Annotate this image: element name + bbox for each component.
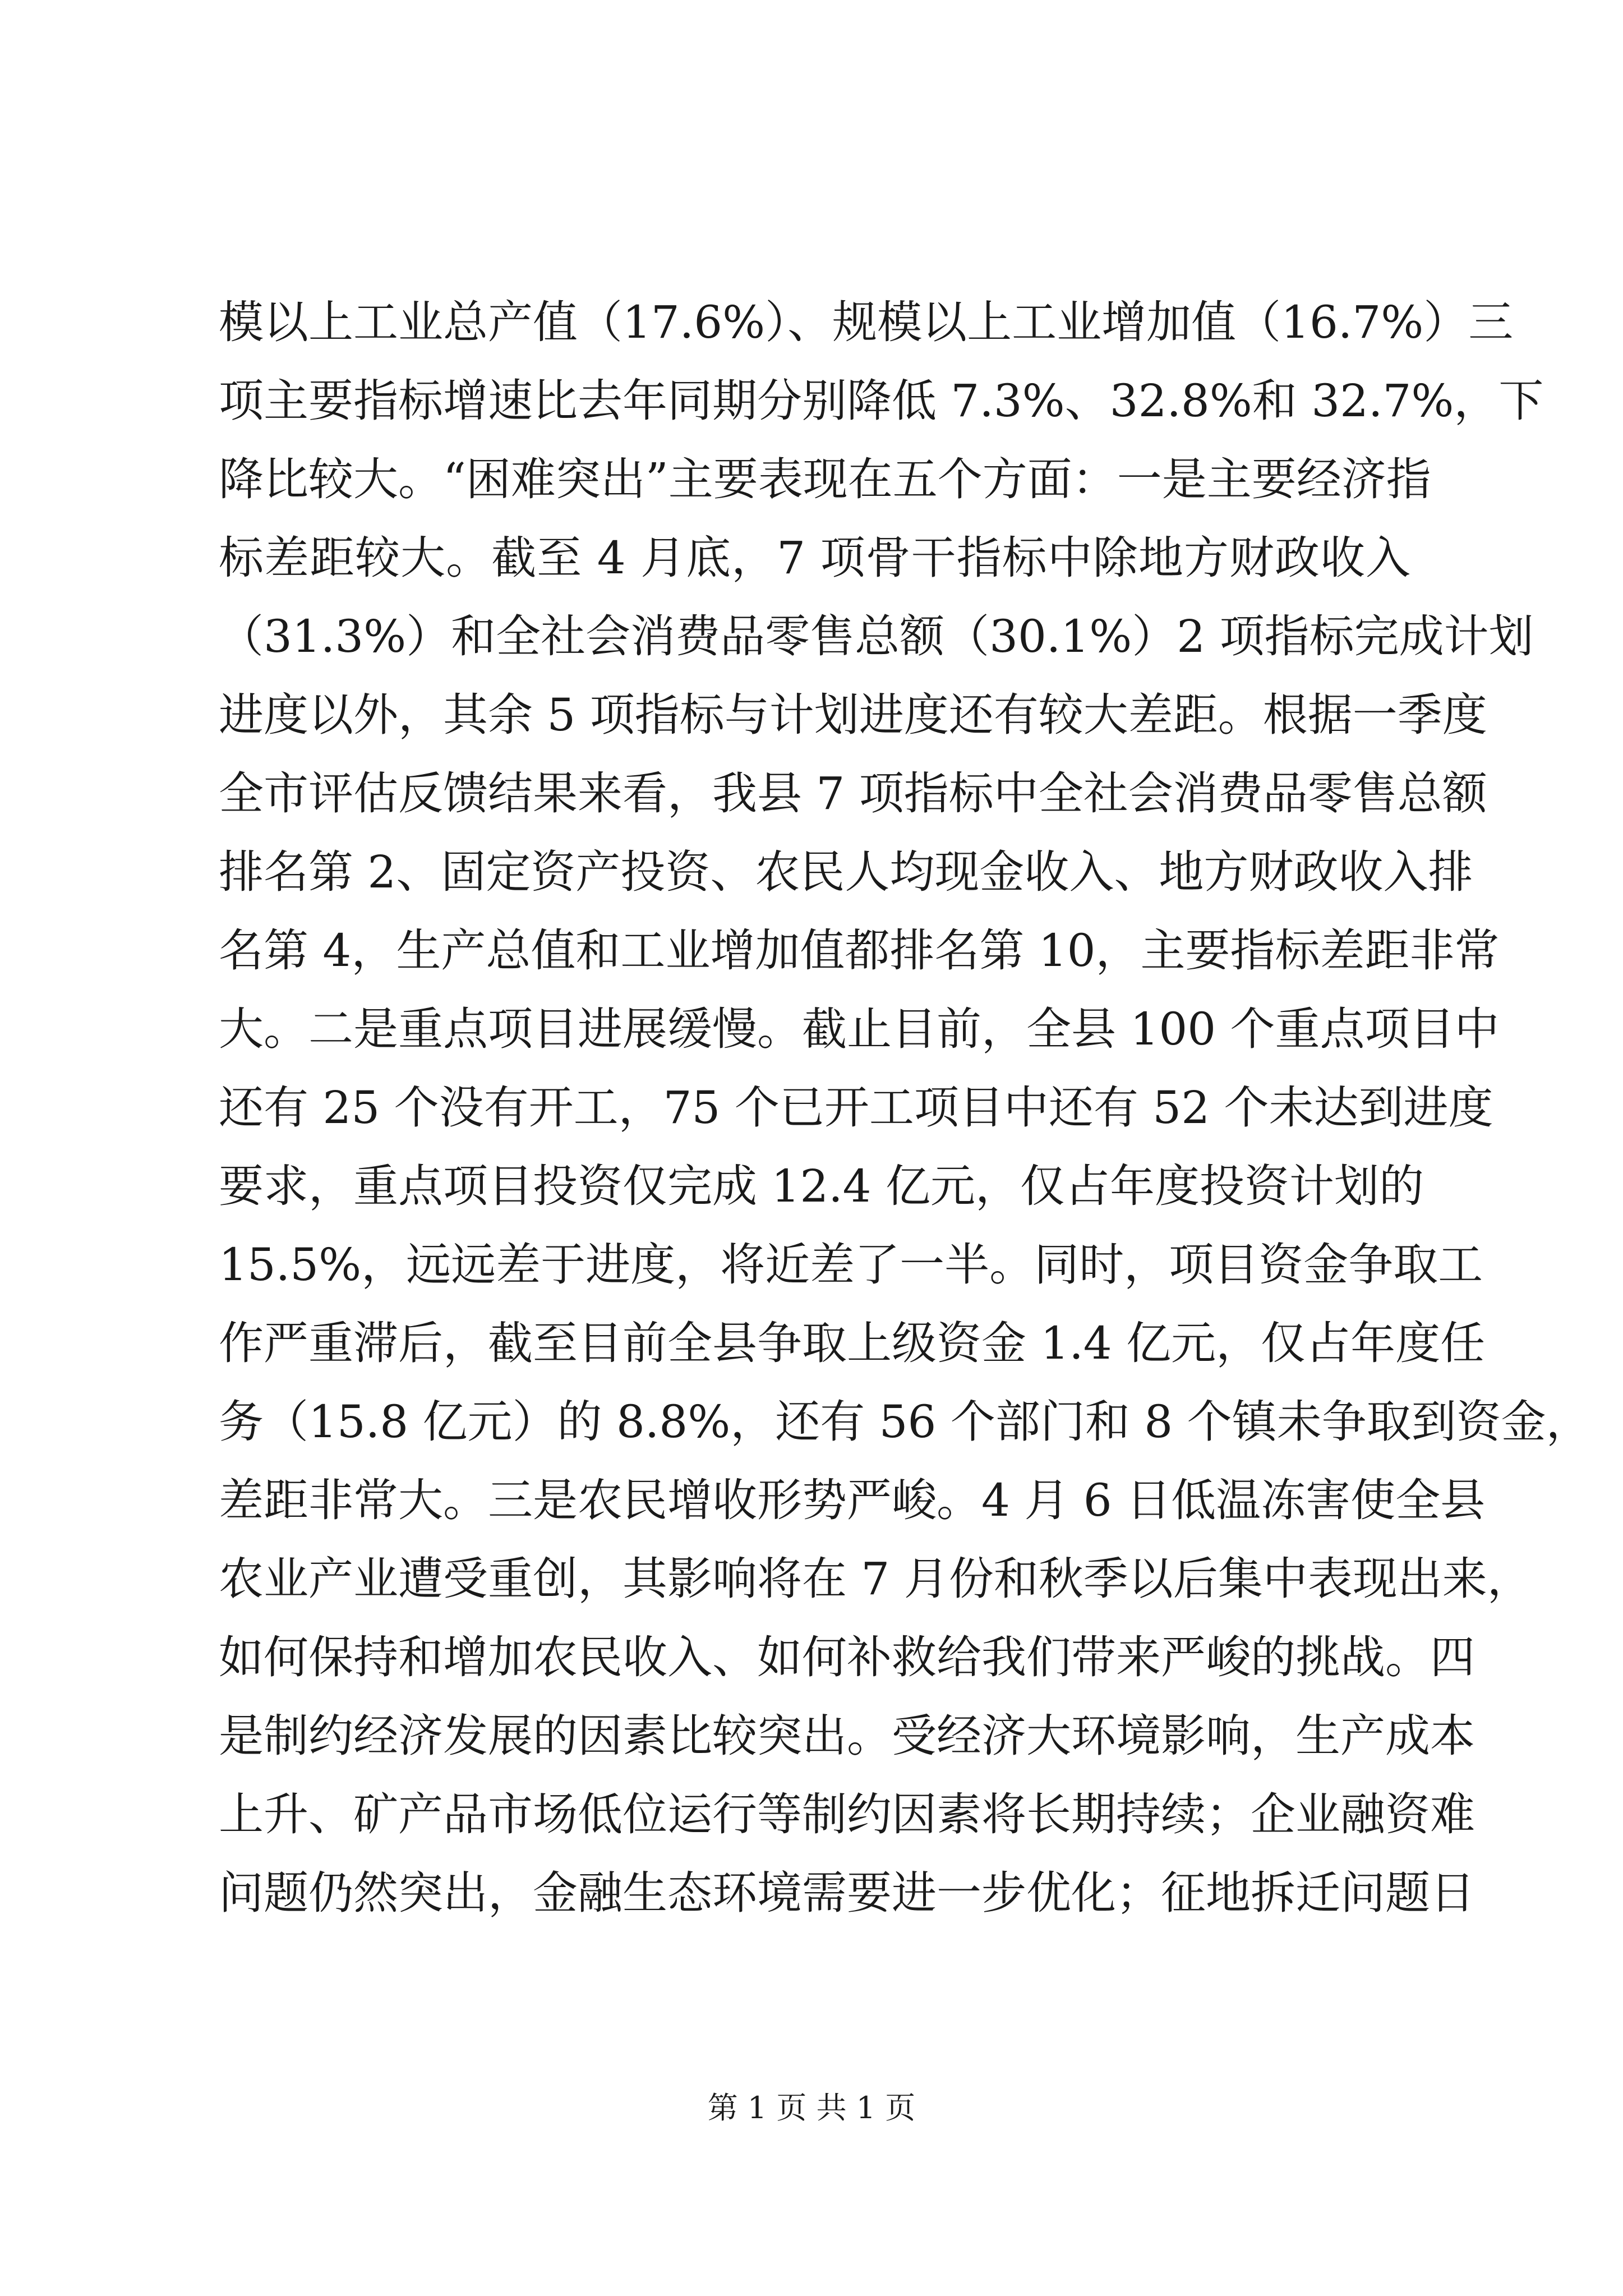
text-line: 标差距较大。截至 4 月底，7 项骨干指标中除地方财政收入 (219, 532, 1410, 584)
text-line: 还有 25 个没有开工，75 个已开工项目中还有 52 个未达到进度 (219, 1082, 1493, 1134)
text-line: 进度以外，其余 5 项指标与计划进度还有较大差距。根据一季度 (219, 689, 1487, 741)
body-text (219, 283, 1591, 1932)
page-number: 第 1 页 共 1 页 (707, 2090, 916, 2125)
page-footer (0, 2084, 1623, 2127)
text-line: 作严重滞后，截至目前全县争取上级资金 1.4 亿元，仅占年度任 (219, 1317, 1486, 1369)
text-line: 务（15.8 亿元）的 8.8%，还有 56 个部门和 8 个镇未争取到资金， (219, 1396, 1591, 1448)
text-line: 降比较大。“困难突出”主要表现在五个方面：一是主要经济指 (219, 453, 1431, 505)
text-line: 项主要指标增速比去年同期分别降低 7.3%、32.8%和 32.7%，下 (219, 375, 1544, 427)
text-line: 要求，重点项目投资仅完成 12.4 亿元，仅占年度投资计划的 (219, 1160, 1424, 1212)
text-line: 问题仍然突出，金融生态环境需要进一步优化；征地拆迁问题日 (219, 1867, 1475, 1919)
text-line: 如何保持和增加农民收入、如何补救给我们带来严峻的挑战。四 (219, 1631, 1475, 1683)
text-line: 是制约经济发展的因素比较突出。受经济大环境影响，生产成本 (219, 1710, 1475, 1762)
text-line: 上升、矿产品市场低位运行等制约因素将长期持续；企业融资难 (219, 1788, 1475, 1841)
text-line: 农业产业遭受重创，其影响将在 7 月份和秋季以后集中表现出来， (219, 1553, 1532, 1605)
text-line: 名第 4，生产总值和工业增加值都排名第 10，主要指标差距非常 (219, 924, 1500, 977)
text-line: 全市评估反馈结果来看，我县 7 项指标中全社会消费品零售总额 (219, 767, 1487, 820)
text-line: 大。二是重点项目进展缓慢。截止目前，全县 100 个重点项目中 (219, 1003, 1500, 1055)
text-line: 差距非常大。三是农民增收形势严峻。4 月 6 日低温冻害使全县 (219, 1474, 1486, 1526)
text-line: 排名第 2、固定资产投资、农民人均现金收入、地方财政收入排 (219, 846, 1473, 898)
text-line: 15.5%，远远差于进度，将近差了一半。同时，项目资金争取工 (219, 1239, 1483, 1291)
text-line: 模以上工业总产值（17.6%）、规模以上工业增加值（16.7%）三 (219, 296, 1514, 348)
text-line: （31.3%）和全社会消费品零售总额（30.1%）2 项指标完成计划 (219, 610, 1534, 662)
